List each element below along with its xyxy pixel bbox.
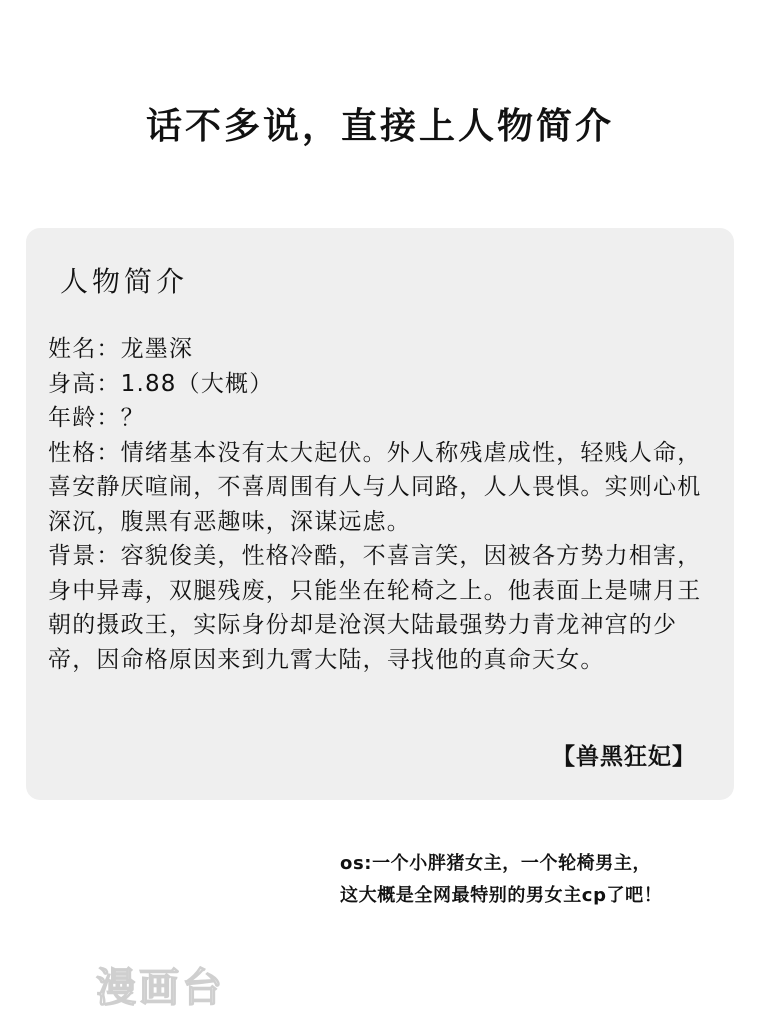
- profile-key: 年龄: [48, 405, 97, 431]
- profile-sep: ：: [96, 405, 121, 431]
- watermark-logo: 漫画台: [96, 965, 225, 1011]
- os-note: [340, 848, 740, 912]
- os-note-line: 这大概是全网最特别的男女主cp了吧！: [340, 885, 663, 906]
- profile-value: ？: [120, 405, 145, 431]
- character-profile-card: [26, 228, 734, 800]
- profile-row-age: [48, 401, 720, 436]
- profile-row-personality: [48, 436, 720, 540]
- profile-sep: ：: [96, 543, 121, 569]
- profile-sep: ：: [96, 439, 121, 466]
- profile-row-height: [48, 367, 720, 402]
- profile-body: [48, 332, 720, 677]
- profile-value: 龙墨深: [120, 336, 194, 362]
- profile-value: 容貌俊美，性格冷酷，不喜言笑，因被各方势力相害，身中异毒，双腿残废，只能坐在轮椅之上。他表面上是啸月王朝的摄政王，实际身份却是沧溟大陆最强势力青龙神宫的少帝，因命格原因来到九霄大陆，寻找他的真命天女。: [48, 543, 702, 673]
- profile-sep: ：: [96, 370, 121, 397]
- profile-key: 身高: [48, 370, 97, 397]
- profile-sep: ：: [96, 336, 121, 362]
- card-title: 人物简介: [60, 265, 189, 298]
- profile-key: 背景: [48, 543, 97, 569]
- profile-key: 姓名: [48, 336, 97, 362]
- source-title: 【兽黑狂妃】: [552, 744, 696, 770]
- page-headline: 话不多说，直接上人物简介: [145, 106, 614, 147]
- profile-row-background: [48, 539, 720, 677]
- profile-key: 性格: [48, 439, 97, 466]
- profile-value: 情绪基本没有太大起伏。外人称残虐成性，轻贱人命，喜安静厌喧闹，不喜周围有人与人同路，人人畏惧。实则心机深沉，腹黑有恶趣味，深谋远虑。: [48, 439, 702, 535]
- profile-row-name: [48, 332, 720, 367]
- profile-value: 1.88（大概）: [120, 370, 274, 397]
- os-note-line: os:一个小胖猪女主，一个轮椅男主，: [340, 853, 652, 874]
